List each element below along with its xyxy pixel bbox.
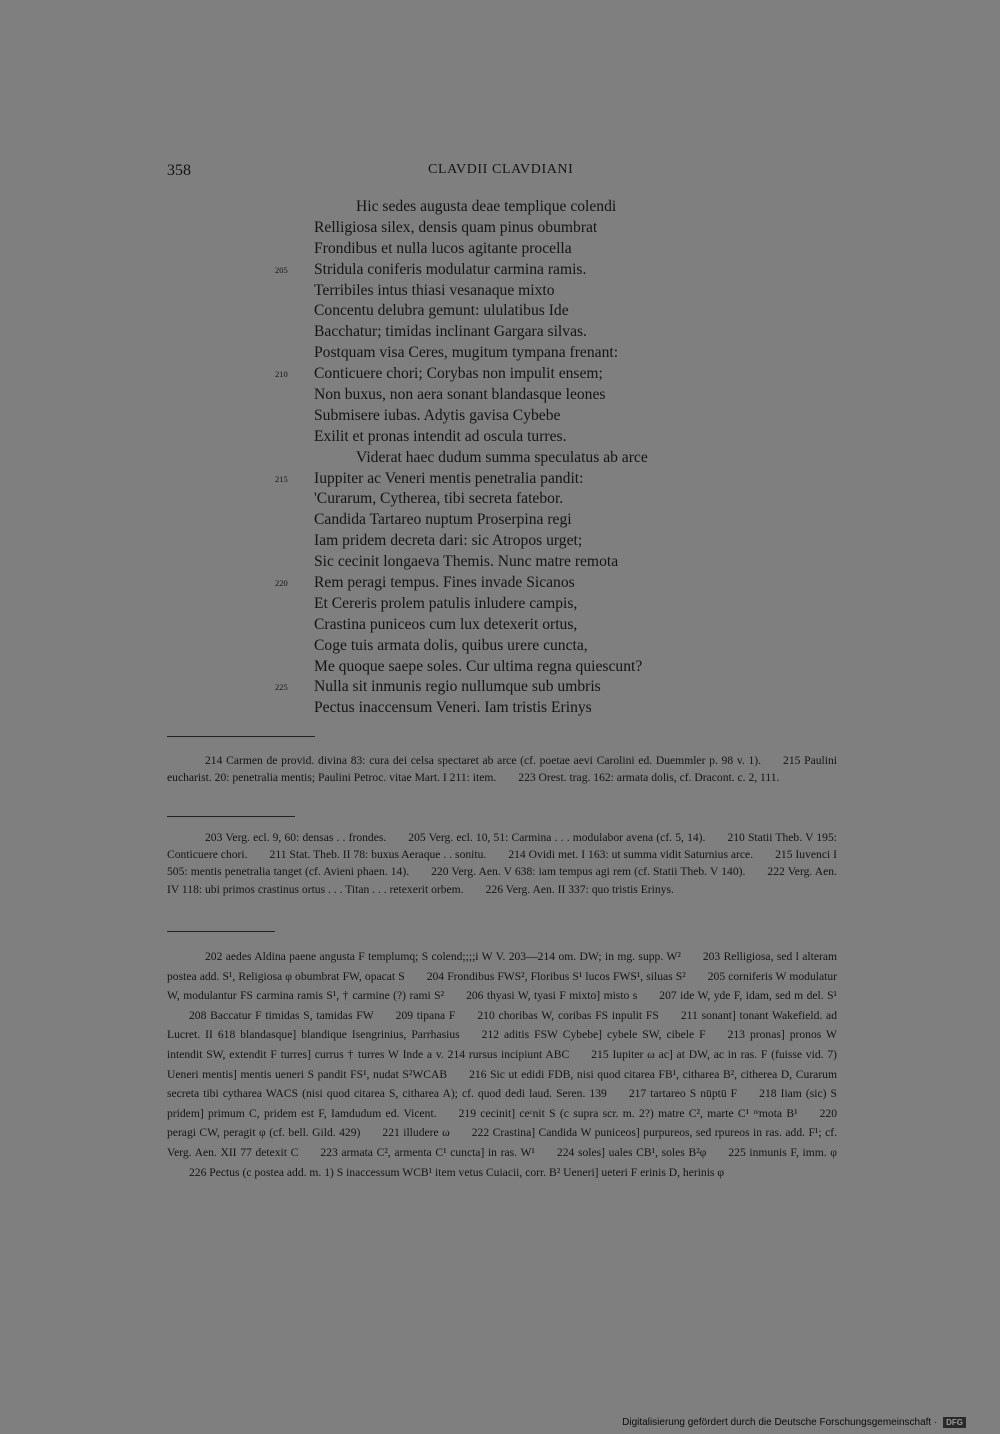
similia-entry: 210 Statii Theb. V 195: Conticuere chori. — [167, 831, 837, 862]
apparatus-entry: 217 tartareo S nūptū F — [628, 1087, 738, 1101]
verse-line — [270, 469, 830, 490]
verse-line — [270, 281, 830, 302]
credit-text: Digitalisierung gefördert durch die Deutsche Forschungsgemeinschaft · — [622, 1417, 938, 1429]
apparatus-entry: 202 aedes Aldina paene angusta F templumq; S colend;;;;i W V. 203—214 om. DW; in mg. supp. W² — [205, 950, 681, 963]
line-number: 225 — [275, 682, 288, 693]
similia-entry: 226 Verg. Aen. II 337: quo tristis Erinys. — [485, 882, 674, 896]
similia-entry: 222 Verg. Aen. IV 118: ubi primos crastinus ortus . . . Titan . . . retexerit orbem. — [167, 865, 837, 896]
apparatus-entry: 213 pronas] pronos W intendit SW, extendit F turres] currus † turres W Inde a v. 214 rursus incipiunt ABC — [167, 1028, 837, 1061]
apparatus-entry: 204 Frondibus FWS², Floribus S¹ lucos FWS¹, siluas S² — [426, 969, 686, 983]
verse-line — [270, 677, 830, 698]
verse-text: Coge tuis armata dolis, quibus urere cuncta, — [314, 636, 588, 654]
verse-line — [270, 260, 830, 281]
apparatus-entry: 207 ide W, yde F, idam, sed m del. S¹ — [659, 989, 837, 1003]
apparatus-entry: 206 thyasi W, tyasi F mixto] misto s — [466, 989, 638, 1003]
similia-entry: 211 Stat. Theb. II 78: buxus Aeraque . . sonitu. — [269, 848, 487, 862]
verse-text: Bacchatur; timidas inclinant Gargara silvas. — [314, 323, 587, 341]
verse-line — [270, 406, 830, 427]
running-title: CLAVDII CLAVDIANI — [428, 162, 574, 177]
line-number: 205 — [275, 264, 288, 275]
apparatus-entry: 223 armata C², armenta C¹ cuncta] in ras. W¹ — [320, 1145, 535, 1159]
verse-line — [270, 657, 830, 678]
divider — [167, 736, 315, 737]
verse-line — [270, 239, 830, 260]
similia-entry: 203 Verg. ecl. 9, 60: densas . . frondes. — [205, 831, 387, 844]
apparatus-entry: 208 Baccatur F timidas S, tamidas FW — [189, 1008, 374, 1022]
verse-line — [270, 197, 830, 218]
apparatus-entry: 211 sonant] tonant Wakefield. ad Lucret. II 618 blandasque] blandique Isengrinius, Parrhasius — [167, 1008, 837, 1042]
apparatus-paragraph — [167, 947, 837, 1182]
apparatus-entry: 225 inmunis F, imm. φ — [728, 1145, 837, 1159]
apparatus-entry: 210 choribas W, coribas FS inpulit FS — [477, 1008, 659, 1022]
page-number: 358 — [167, 162, 191, 179]
testimonia-paragraph — [167, 752, 837, 786]
verse-line — [270, 698, 830, 719]
line-number: 210 — [275, 369, 288, 380]
apparatus-entry: 226 Pectus (c postea add. m. 1) S inaccessum WCB¹ item vetus Cuiacii, corr. B² Ueneri] ueteri F erinis D, herinis φ — [189, 1165, 725, 1179]
verse-text: Submisere iubas. Adytis gavisa Cybebe — [314, 406, 561, 424]
apparatus-entry: 222 Crastina] Candida W puniceos] purpureos, sed rpureos in ras. add. F¹; cf. Verg. Aen. XII 77 detexit C — [167, 1126, 837, 1159]
verse-line — [270, 615, 830, 636]
verse-text: Terribiles intus thiasi vesanaque mixto — [314, 281, 555, 299]
testimonia-entry: 214 Carmen de provid. divina 83: cura dei celsa spectaret ab arce (cf. poetae aevi Carolini ed. Duemmler p. 98 v. 1). — [205, 754, 762, 767]
verse-text: Stridula coniferis modulatur carmina ramis. — [314, 260, 587, 278]
verse-line — [270, 301, 830, 322]
apparatus-entry: 209 tipana F — [395, 1008, 456, 1022]
verse-text: Candida Tartareo nuptum Proserpina regi — [314, 511, 572, 529]
verse-text: Me quoque saepe soles. Cur ultima regna quiescunt? — [314, 657, 643, 675]
apparatus-entry: 203 Relligiosa, sed l alteram postea add. S¹, Religiosa φ obumbrat FW, opacat S — [167, 950, 837, 983]
apparatus-entry: 216 Sic ut edidi FDB, nisi quod citarea FB¹, citharea B², citherea D, Curarum secreta tibi cytharea WACS (nisi quod citarea S, citharea A); cf. quod dedi laud. Seren. 139 — [167, 1067, 837, 1101]
verse-text: Et Cereris prolem patulis inludere campis, — [314, 594, 578, 612]
verse-text: Relligiosa silex, densis quam pinus obumbrat — [314, 218, 598, 236]
verse-line — [270, 510, 830, 531]
verse-text: Non buxus, non aera sonant blandasque leones — [314, 386, 606, 404]
verse-line — [270, 385, 830, 406]
verse-text: Sic cecinit longaeva Themis. Nunc matre remota — [314, 553, 619, 571]
verse-line — [270, 489, 830, 510]
poem-text — [270, 197, 830, 719]
critical-apparatus — [167, 947, 837, 1182]
line-number: 215 — [275, 473, 288, 484]
verse-text: Concentu delubra gemunt: ululatibus Ide — [314, 302, 569, 320]
verse-line — [270, 448, 830, 469]
apparatus-entry: 221 illudere ω — [382, 1126, 450, 1140]
verse-line — [270, 218, 830, 239]
similia-entry: 220 Verg. Aen. V 638: iam tempus agi rem (cf. Statii Theb. V 140). — [431, 865, 746, 879]
similia-paragraph — [167, 829, 837, 898]
verse-text: Pectus inaccensum Veneri. Iam tristis Erinys — [314, 699, 592, 717]
verse-line — [270, 552, 830, 573]
verse-line — [270, 636, 830, 657]
apparatus-entry: 219 cecinit] ceᶜnit S (c supra scr. m. 2?) matre C², marte C¹ ʳᵉmota B¹ — [458, 1106, 798, 1120]
verse-line — [270, 343, 830, 364]
divider — [167, 816, 295, 817]
verse-line — [270, 322, 830, 343]
verse-text: Nulla sit inmunis regio nullumque sub umbris — [314, 678, 601, 696]
apparatus-entry: 205 corniferis W modulatur W, modulantur FS carmina ramis S¹, † carmine (?) rami S² — [167, 969, 838, 1003]
dfg-logo: DFG — [943, 1417, 966, 1428]
apparatus-entry: 224 soles] uales CB¹, soles B²φ — [556, 1145, 707, 1159]
notes-similia — [167, 829, 837, 898]
verse-line — [270, 364, 830, 385]
similia-entry: 205 Verg. ecl. 10, 51: Carmina . . . modulabor avena (cf. 5, 14). — [408, 831, 706, 844]
similia-entry: 214 Ovidi met. I 163: ut summa vidit Saturnius arce. — [508, 848, 754, 862]
testimonia-entry: 215 Paulini eucharist. 20: penetralia mentis; Paulini Petroc. vitae Mart. I 211: item. — [167, 754, 837, 785]
digitization-credit — [622, 1417, 966, 1428]
apparatus-entry: 212 aditis FSW Cybebe] cybele SW, cibele F — [481, 1028, 706, 1042]
verse-text: 'Curarum, Cytherea, tibi secreta fatebor. — [314, 490, 564, 508]
divider — [167, 931, 275, 932]
verse-text: Conticuere chori; Corybas non impulit ensem; — [314, 365, 603, 383]
line-number: 220 — [275, 578, 288, 589]
verse-text: Postquam visa Ceres, mugitum tympana frenant: — [314, 344, 619, 362]
apparatus-entry: 218 Iiam (sic) S pridem] primum C, pridem est F, Iamdudum ed. Vicent. — [167, 1087, 837, 1120]
apparatus-entry: 215 Iupiter ω ac] at DW, ac in ras. F (fuisse vid. 7) Ueneri mentis] mentis ueneri S pandit FS¹, nudat S²WCAB — [167, 1047, 837, 1081]
notes-testimonia — [167, 752, 837, 786]
apparatus-entry: 220 peragi CW, peragit φ (cf. bell. Gild. 429) — [167, 1106, 837, 1140]
verse-text: Rem peragi tempus. Fines invade Sicanos — [314, 574, 575, 592]
verse-text: Exilit et pronas intendit ad oscula turres. — [314, 427, 567, 445]
verse-line — [270, 594, 830, 615]
verse-text: Iuppiter ac Veneri mentis penetralia pandit: — [314, 469, 584, 487]
verse-text: Iam pridem decreta dari: sic Atropos urget; — [314, 532, 583, 550]
verse-text: Frondibus et nulla lucos agitante procella — [314, 239, 572, 257]
verse-line — [270, 427, 830, 448]
verse-text: Hic sedes augusta deae templique colendi — [356, 198, 617, 215]
verse-text: Crastina puniceos cum lux detexerit ortus, — [314, 615, 578, 633]
similia-entry: 215 Iuvenci I 505: mentis penetralia tanget (cf. Avieni phaen. 14). — [167, 848, 837, 879]
verse-line — [270, 531, 830, 552]
verse-line — [270, 573, 830, 594]
verse-text: Viderat haec dudum summa speculatus ab arce — [356, 448, 648, 466]
testimonia-entry: 223 Orest. trag. 162: armata dolis, cf. Dracont. c. 2, 111. — [518, 771, 780, 785]
